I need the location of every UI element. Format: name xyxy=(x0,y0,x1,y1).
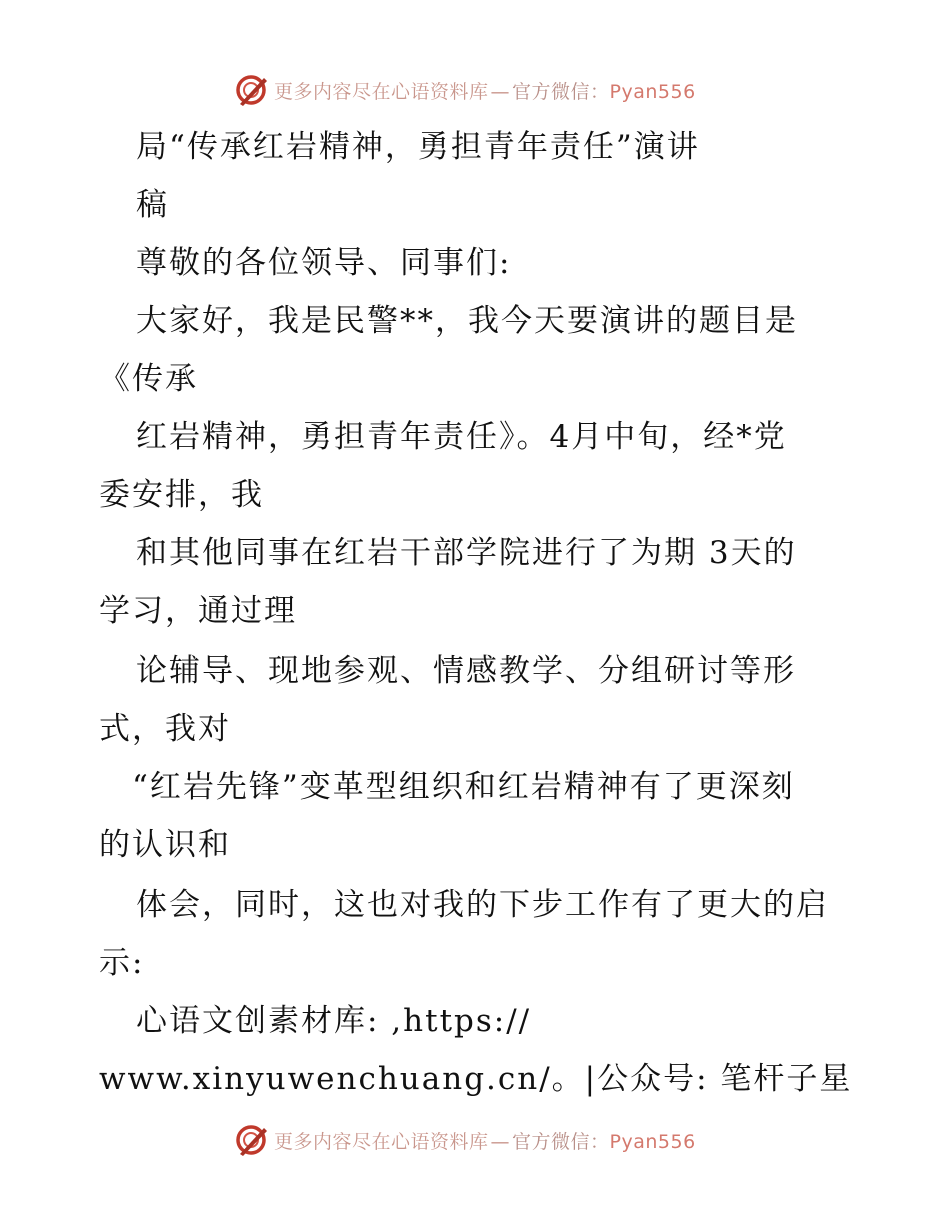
text-line: 体会，同时，这也对我的下步工作有了更大的启 xyxy=(136,887,829,923)
footer-watermark-banner xyxy=(234,1120,696,1160)
header-watermark-banner xyxy=(234,70,696,110)
red-pen-seal-icon xyxy=(234,72,270,108)
watermark-main-text: 更多内容尽在心语资料库 xyxy=(274,1130,489,1153)
watermark-wechat-label: 官方微信： xyxy=(512,1130,610,1153)
text-line: 学习，通过理 xyxy=(99,593,297,629)
watermark-main-text: 更多内容尽在心语资料库 xyxy=(274,80,489,103)
watermark-separator: — xyxy=(490,1130,511,1153)
text-line: 心语文创素材库: ,https:// xyxy=(136,1003,532,1039)
text-line: 委安排，我 xyxy=(99,477,264,513)
watermark-text xyxy=(274,77,696,104)
watermark-handle: Pyan556 xyxy=(609,80,696,103)
text-line: www.xinyuwenchuang.cn/。|公众号: 笔杆子星 xyxy=(99,1061,853,1097)
text-line: 尊敬的各位领导、同事们: xyxy=(136,245,512,281)
text-line: 示: xyxy=(99,945,145,981)
text-line: 和其他同事在红岩干部学院进行了为期 3天的 xyxy=(136,535,797,571)
text-line: 《传承 xyxy=(99,361,198,397)
text-line: 的认识和 xyxy=(99,827,231,863)
red-pen-seal-icon xyxy=(234,1122,270,1158)
text-line: 式，我对 xyxy=(99,711,231,747)
text-line: 稿 xyxy=(136,187,169,223)
text-line: “红岩先锋”变革型组织和红岩精神有了更深刻 xyxy=(132,769,795,805)
watermark-handle: Pyan556 xyxy=(609,1130,696,1153)
text-line: 论辅导、现地参观、情感教学、分组研讨等形 xyxy=(136,653,796,689)
watermark-text xyxy=(274,1127,696,1154)
watermark-separator: — xyxy=(490,80,511,103)
watermark-wechat-label: 官方微信： xyxy=(512,80,610,103)
text-line: 红岩精神，勇担青年责任》。4月中旬，经*党 xyxy=(136,419,787,455)
text-line: 局“传承红岩精神，勇担青年责任”演讲 xyxy=(136,129,700,165)
text-line: 大家好，我是民警**，我今天要演讲的题目是 xyxy=(136,303,798,339)
